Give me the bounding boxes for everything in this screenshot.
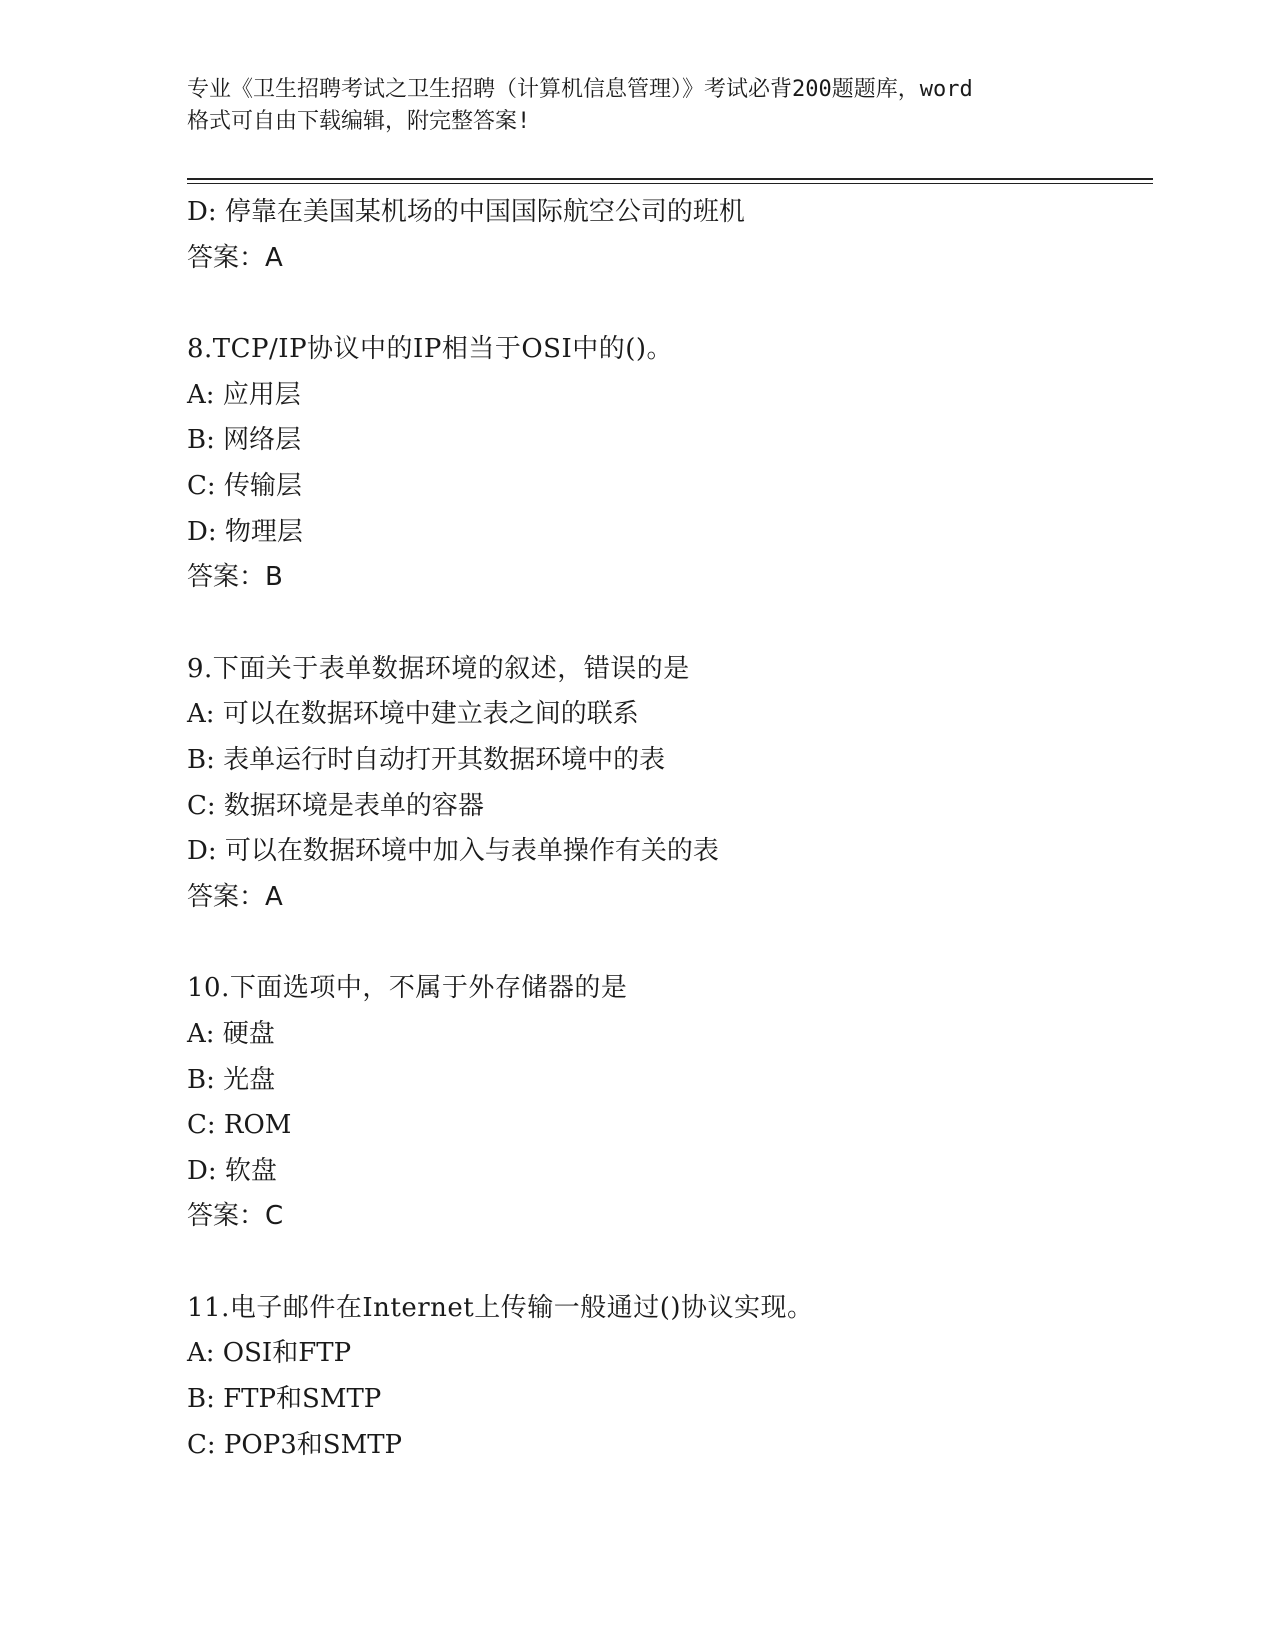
option-a: A: OSI和FTP <box>187 1338 352 1369</box>
option-d: D: 物理层 <box>187 516 303 547</box>
question-stem: 8.TCP/IP协议中的IP相当于OSI中的()。 <box>187 334 674 365</box>
option-d: D: 可以在数据环境中加入与表单操作有关的表 <box>187 836 719 867</box>
question-stem: 9.下面关于表单数据环境的叙述，错误的是 <box>187 653 690 684</box>
spacer <box>187 281 1153 327</box>
document-header <box>187 74 1107 138</box>
option-a: A: 可以在数据环境中建立表之间的联系 <box>187 699 639 730</box>
option-d: D: 停靠在美国某机场的中国国际航空公司的班机 <box>187 197 745 227</box>
question-stem: 10.下面选项中，不属于外存储器的是 <box>187 973 628 1004</box>
question-stem: 11.电子邮件在Internet上传输一般通过()协议实现。 <box>187 1292 814 1323</box>
option-c: C: 数据环境是表单的容器 <box>187 790 484 821</box>
option-b: B: 光盘 <box>187 1064 276 1095</box>
answer-line: 答案：C <box>187 1201 284 1232</box>
option-a: A: 硬盘 <box>187 1018 275 1049</box>
spacer <box>187 920 1153 966</box>
option-c: C: ROM <box>187 1110 292 1141</box>
option-a: A: 应用层 <box>187 379 301 410</box>
header-divider <box>187 178 1153 180</box>
header-line-2: 格式可自由下载编辑，附完整答案! <box>187 109 531 134</box>
answer-line: 答案：A <box>187 242 283 273</box>
header-line-1: 专业《卫生招聘考试之卫生招聘（计算机信息管理）》考试必背200题题库，word <box>187 77 973 102</box>
spacer <box>187 1240 1153 1286</box>
answer-line: 答案：A <box>187 881 283 912</box>
option-b: B: 表单运行时自动打开其数据环境中的表 <box>187 744 666 775</box>
option-b: B: 网络层 <box>187 425 302 456</box>
option-d: D: 软盘 <box>187 1155 277 1186</box>
option-c: C: POP3和SMTP <box>187 1429 403 1460</box>
question-list <box>187 190 1153 1468</box>
option-c: C: 传输层 <box>187 470 302 501</box>
header-divider-thin <box>187 183 1153 184</box>
spacer <box>187 601 1153 647</box>
option-b: B: FTP和SMTP <box>187 1384 382 1415</box>
answer-line: 答案：B <box>187 562 283 593</box>
